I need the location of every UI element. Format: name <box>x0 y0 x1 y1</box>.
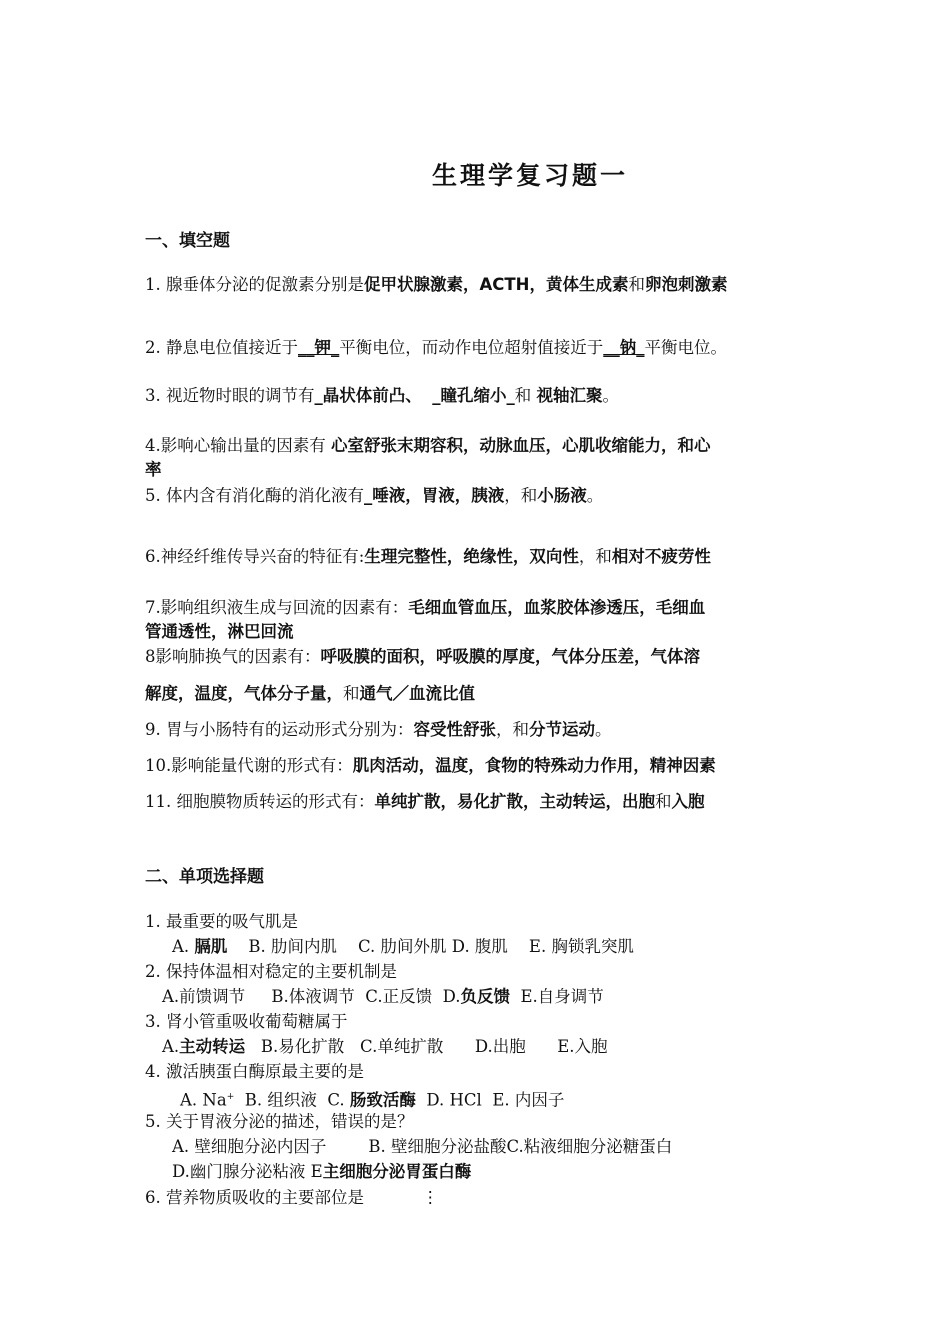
choice-question-5-options-row2: D.幽门腺分泌粘液 E主细胞分泌胃蛋白酶 <box>172 1162 472 1181</box>
fill-question-10: 10.影响能量代谢的形式有：肌肉活动，温度，食物的特殊动力作用，精神因素 <box>145 756 716 775</box>
choice-question-5-stem: 5. 关于胃液分泌的描述，错误的是？ <box>145 1112 414 1131</box>
fill-question-5: 5. 体内含有消化酶的消化液有_唾液，胃液，胰液，和小肠液。 <box>145 486 604 505</box>
fill-question-11: 11. 细胞膜物质转运的形式有：单纯扩散，易化扩散，主动转运，出胞和入胞 <box>145 792 705 811</box>
choice-question-2-stem: 2. 保持体温相对稳定的主要机制是 <box>145 962 397 981</box>
fill-question-1: 1. 腺垂体分泌的促激素分别是促甲状腺激素，ACTH，黄体生成素和卵泡刺激素 <box>145 275 728 294</box>
fill-question-7: 7.影响组织液生成与回流的因素有：毛细血管血压，血浆胶体渗透压，毛细血 管通透性，淋巴回流 <box>145 598 706 641</box>
section-heading-single-choice: 二、单项选择题 <box>145 867 264 887</box>
choice-question-6-stem: 6. 营养物质吸收的主要部位是 ⋮ <box>145 1188 439 1207</box>
choice-question-2-options: A.前馈调节 B.体液调节 C.正反馈 D.负反馈 E.自身调节 <box>162 987 604 1006</box>
choice-question-1-options: A. 膈肌 B. 肋间内肌 C. 肋间外肌 D. 腹肌 E. 胸锁乳突肌 <box>172 937 634 956</box>
choice-question-3-options: A.主动转运 B.易化扩散 C.单纯扩散 D.出胞 E.入胞 <box>162 1037 608 1056</box>
fill-question-9: 9. 胃与小肠特有的运动形式分别为：容受性舒张，和分节运动。 <box>145 720 612 739</box>
fill-question-4: 4.影响心输出量的因素有 心室舒张末期容积，动脉血压，心肌收缩能力，和心 率 <box>145 436 711 479</box>
fill-question-2: 2. 静息电位值接近于__钾_平衡电位，而动作电位超射值接近于__钠_平衡电位。 <box>145 338 727 357</box>
choice-question-4-options: A. Na+ B. 组织液 C. 肠致活酶 D. HCl E. 内因子 <box>180 1090 565 1110</box>
choice-question-4-stem: 4. 激活胰蛋白酶原最主要的是 <box>145 1062 364 1081</box>
choice-question-3-stem: 3. 肾小管重吸收葡萄糖属于 <box>145 1012 348 1031</box>
choice-question-5-options-row1: A. 壁细胞分泌内因子 B. 壁细胞分泌盐酸C.粘液细胞分泌糖蛋白 <box>172 1137 673 1156</box>
choice-question-1-stem: 1. 最重要的吸气肌是 <box>145 912 298 931</box>
fill-question-8-continued: 解度，温度，气体分子量，和通气／血流比值 <box>145 684 475 703</box>
fill-question-8: 8影响肺换气的因素有：呼吸膜的面积，呼吸膜的厚度，气体分压差，气体溶 <box>145 647 700 666</box>
fill-question-6: 6.神经纤维传导兴奋的特征有:生理完整性，绝缘性，双向性，和相对不疲劳性 <box>145 547 711 566</box>
section-heading-fill-in: 一、填空题 <box>145 231 230 251</box>
page-title: 生理学复习题一 <box>431 161 628 190</box>
fill-question-3: 3. 视近物时眼的调节有_晶状体前凸、 _瞳孔缩小_和 视轴汇聚。 <box>145 386 619 405</box>
